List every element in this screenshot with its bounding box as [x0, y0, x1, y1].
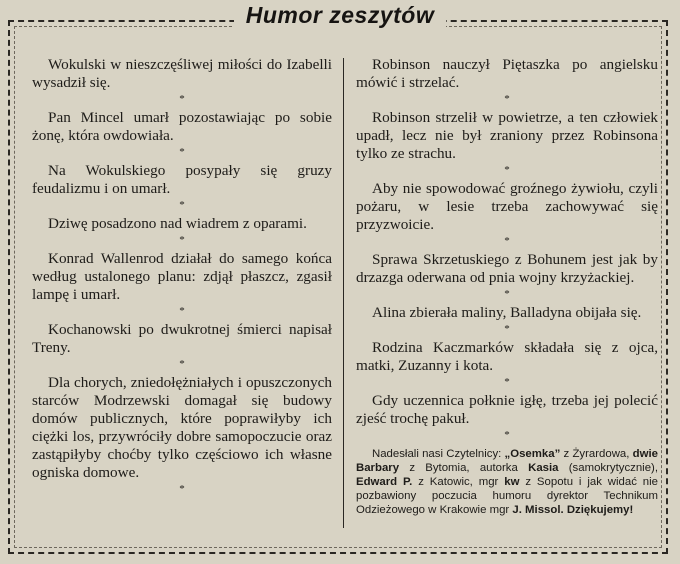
credits-text: (samokrytycznie), [558, 462, 658, 474]
right-item-3: Aby nie spowodować groźnego żywiołu, czyli pożaru, w lesie trzeba zachowywać się przyzwoicie. [356, 180, 658, 233]
left-item-5: Konrad Wallenrod działał do samego końca według ustalonego planu: zdjął płaszcz, zgasił lampę i umarł. [32, 250, 332, 303]
star-separator: * [504, 429, 510, 441]
star-separator: * [179, 199, 185, 211]
credits-name: J. Missol. [512, 504, 564, 516]
credits-text: Nadesłali nasi Czytelnicy: [372, 448, 505, 460]
right-item-6: Rodzina Kaczmarków składała się z ojca, matki, Zuzanny i kota. [356, 339, 658, 374]
right-item-4: Sprawa Skrzetuskiego z Bohunem jest jak by drzazga oderwana od pnia wojny krzyżackiej. [356, 251, 658, 286]
left-item-1: Wokulski w nieszczęśliwej miłości do Izabelli wysadził się. [32, 56, 332, 91]
star-separator: * [179, 358, 185, 370]
credits-name: Edward P. [356, 476, 413, 488]
credits-name: Kasia [528, 462, 559, 474]
star-separator: * [504, 164, 510, 176]
star-separator: * [504, 288, 510, 300]
credits-name: dwie Barbary [356, 448, 658, 474]
left-item-2: Pan Mincel umarł pozostawiając po sobie żonę, która owdowiała. [32, 109, 332, 144]
star-separator: * [504, 93, 510, 105]
left-item-4: Dziwę posadzono nad wiadrem z oparami. [48, 215, 307, 232]
star-separator: * [179, 234, 185, 246]
right-item-1: Robinson nauczył Piętaszka po angielsku mówić i strzelać. [356, 56, 658, 91]
credits-name: kw [504, 476, 520, 488]
right-item-5: Alina zbierała maliny, Balladyna obijała się. [372, 304, 642, 321]
left-item-7: Dla chorych, zniedołężniałych i opuszczonych starców Modrzewski domagał się budowy domów publicznych, które poprawiłyby ich ciężki los, przywróciły dobre samopoczucie oraz zastąpiłyby choćby tylko częściowo ich własne ogniska domowe. [32, 374, 332, 481]
left-column [32, 56, 332, 499]
star-separator: * [504, 323, 510, 335]
credits-text: z Katowic, mgr [412, 476, 505, 488]
credits-text: z Żyrardowa, [560, 448, 633, 460]
credits-text: z Sopotu i jak widać nie pozbawiony poczucia humoru dyrektor Technikum Odzieżowego w Krakowie mgr [356, 476, 658, 516]
star-separator: * [179, 146, 185, 158]
page-title: Humor zeszytów [234, 2, 446, 29]
star-separator: * [504, 235, 510, 247]
credits-note [356, 447, 658, 517]
credits-text: z Bytomia, autorka [399, 462, 529, 474]
left-item-3: Na Wokulskiego posypały się gruzy feudalizmu i on umarł. [32, 162, 332, 197]
star-separator: * [179, 93, 185, 105]
left-item-6: Kochanowski po dwukrotnej śmierci napisał Treny. [32, 321, 332, 356]
column-divider [343, 58, 344, 528]
title-wrap [0, 2, 680, 29]
right-column [356, 56, 658, 517]
star-separator: * [179, 305, 185, 317]
star-separator: * [504, 376, 510, 388]
star-separator: * [179, 483, 185, 495]
credits-name: „Osemka” [504, 448, 561, 460]
credits-thanks: Dziękujemy! [566, 504, 634, 516]
right-item-7: Gdy uczennica połknie igłę, trzeba jej polecić zjeść trochę pakuł. [356, 392, 658, 427]
right-item-2: Robinson strzelił w powietrze, a ten człowiek upadł, lecz nie był zraniony przez Robinsona tylko ze strachu. [356, 109, 658, 162]
